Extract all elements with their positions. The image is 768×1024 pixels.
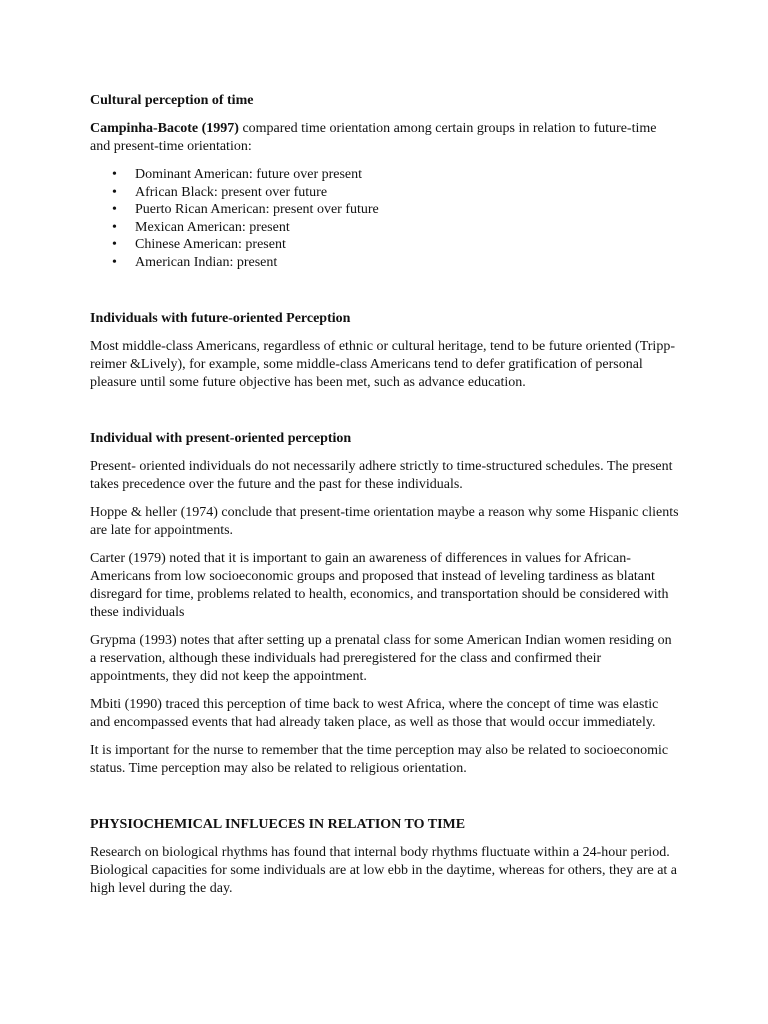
intro-text: compared time orientation among certain groups in relation to future-time and present-time orientation: — [90, 121, 657, 154]
section-heading-future-oriented: Individuals with future-oriented Perception — [90, 310, 351, 326]
bullet-icon: • — [112, 237, 117, 253]
mbiti-paragraph: Mbiti (1990) traced this perception of time back to west Africa, where the concept of time was elastic and encompassed events that had already taken place, as well as those that would occur immediately. — [90, 696, 659, 730]
spacer — [90, 300, 680, 310]
spacer — [90, 402, 680, 430]
list-item — [90, 184, 680, 202]
time-orientation-list — [90, 166, 680, 272]
list-item — [90, 219, 680, 237]
intro-author: Campinha-Bacote (1997) — [90, 121, 239, 136]
section-heading-present-oriented: Individual with present-oriented perception — [90, 430, 352, 446]
list-item — [90, 254, 680, 272]
spacer — [90, 272, 680, 300]
list-item-text: African Black: present over future — [135, 184, 328, 200]
bullet-icon: • — [112, 219, 117, 235]
biological-rhythms-paragraph: Research on biological rhythms has found that internal body rhythms fluctuate within a 24-hour period. Biological capacities for some individuals are at low ebb in the daytime, whereas for others, they are at a high level during the day. — [90, 844, 678, 896]
carter-paragraph: Carter (1979) noted that it is important to gain an awareness of differences in values for African-Americans from low socioeconomic groups and proposed that instead of leveling tardiness as blatant disregard for time, problems related to health, economics, and transportation should be considered with these individuals — [90, 550, 669, 620]
list-item-text: Chinese American: present — [135, 237, 286, 253]
future-oriented-paragraph: Most middle-class Americans, regardless of ethnic or cultural heritage, tend to be future oriented (Tripp-reimer &Lively), for example, some middle-class Americans tend to defer gratification of personal pleasure until some future objective has been met, such as advance education. — [90, 338, 675, 390]
list-item — [90, 236, 680, 254]
bullet-icon: • — [112, 254, 117, 270]
spacer — [90, 788, 680, 816]
list-item-text: American Indian: present — [135, 254, 278, 270]
list-item-text: Dominant American: future over present — [135, 167, 363, 182]
present-oriented-paragraph: Present- oriented individuals do not necessarily adhere strictly to time-structured schedules. The present takes precedence over the future and the past for these individuals. — [90, 458, 673, 492]
grypma-paragraph: Grypma (1993) notes that after setting up a prenatal class for some American Indian women residing on a reservation, although these individuals had preregistered for the class and confirmed their appointments, they did not keep the appointment. — [90, 632, 672, 684]
hoppe-heller-paragraph: Hoppe & heller (1974) conclude that present-time orientation maybe a reason why some Hispanic clients are late for appointments. — [90, 504, 679, 538]
list-item — [90, 166, 680, 184]
document-page — [90, 92, 680, 908]
bullet-icon: • — [112, 202, 117, 218]
bullet-icon: • — [112, 167, 117, 182]
section-heading-cultural-perception: Cultural perception of time — [90, 93, 254, 108]
list-item-text: Mexican American: present — [135, 219, 290, 235]
list-item — [90, 201, 680, 219]
nurse-reminder-paragraph: It is important for the nurse to remember that the time perception may also be related to socioeconomic status. Time perception may also be related to religious orientation. — [90, 742, 669, 776]
bullet-icon: • — [112, 184, 117, 200]
intro-paragraph — [90, 120, 680, 156]
section-heading-physiochemical: PHYSIOCHEMICAL INFLUECES IN RELATION TO TIME — [90, 816, 466, 832]
list-item-text: Puerto Rican American: present over future — [135, 202, 379, 218]
